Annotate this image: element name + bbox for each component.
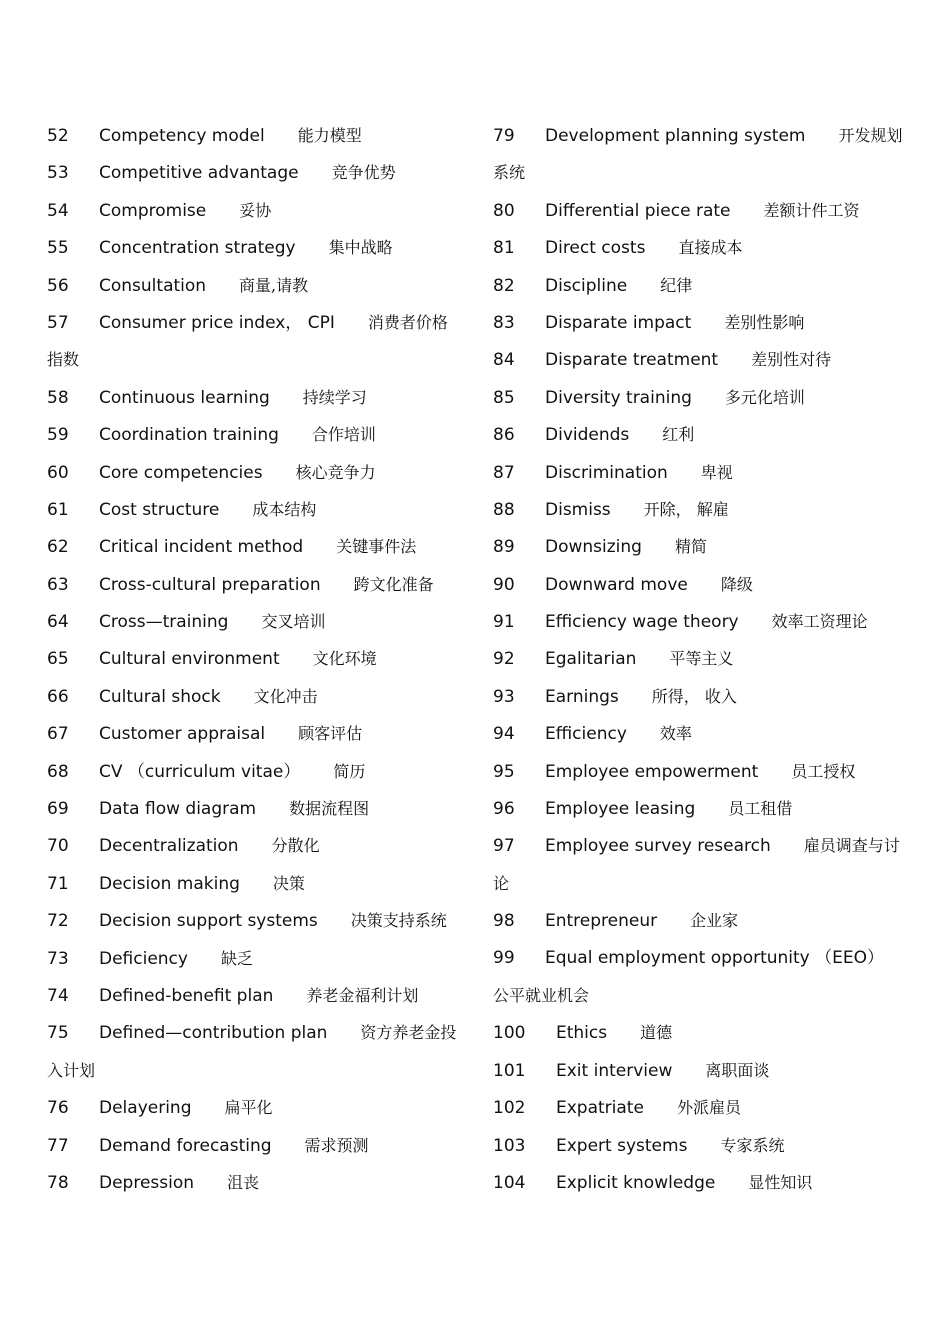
entry-number: 100: [493, 1023, 526, 1044]
entry-english-term: Expatriate: [556, 1098, 644, 1119]
glossary-entry: [47, 267, 467, 304]
entry-english-term: Downward move: [545, 574, 688, 595]
entry-number: 54: [47, 200, 69, 221]
entry-chinese-translation: 需求预测: [304, 1135, 369, 1155]
entry-number: 65: [47, 649, 69, 670]
glossary-entry: [493, 1164, 913, 1201]
glossary-entry: [47, 753, 467, 790]
entry-number: 95: [493, 761, 515, 782]
entry-english-term: Customer appraisal: [99, 724, 266, 745]
entry-chinese-translation: 交叉培训: [261, 612, 326, 632]
entry-chinese-translation: 缺乏: [220, 948, 253, 968]
glossary-entry: [493, 715, 913, 752]
entry-number: 88: [493, 499, 515, 520]
glossary-entry: [47, 603, 467, 640]
entry-number: 67: [47, 724, 69, 745]
glossary-entry: [47, 1127, 467, 1164]
entry-number: 94: [493, 724, 515, 745]
glossary-entry: [47, 790, 467, 827]
entry-chinese-translation: 能力模型: [297, 126, 362, 145]
glossary-entry: [493, 678, 913, 715]
entry-english-term: Exit interview: [556, 1060, 673, 1081]
entry-english-term: Entrepreneur: [545, 911, 658, 932]
glossary-entry: [493, 454, 913, 491]
entry-chinese-translation: 合作培训: [311, 425, 376, 445]
entry-english-term: Direct costs: [545, 238, 646, 259]
entry-chinese-translation: 消费者价格: [367, 312, 448, 332]
entry-chinese-translation: 资方养老金投: [360, 1023, 457, 1043]
entry-chinese-translation: 数据流程图: [289, 799, 370, 819]
entry-number: 74: [47, 985, 69, 1006]
entry-english-term: Consumer price index， CPI: [99, 312, 335, 333]
entry-number: 53: [47, 163, 69, 184]
entry-number: 61: [47, 499, 69, 520]
glossary-entry: [47, 865, 467, 902]
entry-chinese-translation: 显性知识: [748, 1172, 813, 1192]
glossary-continuation-line: [493, 154, 913, 191]
entry-english-term: Cost structure: [99, 499, 220, 520]
entry-chinese-translation: 纪律: [660, 275, 693, 295]
entry-chinese-translation: 决策: [272, 873, 305, 893]
entry-english-term: Delayering: [99, 1098, 192, 1119]
entry-number: 62: [47, 537, 69, 558]
entry-english-term: Data flow diagram: [99, 799, 257, 820]
glossary-entry: [47, 154, 467, 191]
entry-chinese-translation: 开发规划: [838, 126, 903, 145]
continuation-text: 论: [493, 873, 510, 893]
entry-english-term: Earnings: [545, 686, 619, 707]
glossary-entry: [493, 603, 913, 640]
glossary-entry: [47, 117, 467, 154]
entry-number: 64: [47, 612, 69, 633]
entry-english-term: Efficiency: [545, 724, 627, 745]
entry-chinese-translation: 差别性对待: [751, 350, 832, 370]
entry-number: 71: [47, 873, 69, 894]
entry-number: 63: [47, 574, 69, 595]
entry-chinese-translation: 差额计件工资: [763, 200, 860, 220]
entry-chinese-translation: 效率: [659, 724, 692, 744]
glossary-entry: [47, 1089, 467, 1126]
entry-number: 102: [493, 1098, 526, 1119]
entry-number: 81: [493, 238, 515, 259]
entry-number: 85: [493, 387, 515, 408]
entry-chinese-translation: 员工租借: [728, 799, 793, 819]
entry-english-term: Expert systems: [556, 1135, 688, 1156]
entry-chinese-translation: 外派雇员: [676, 1098, 741, 1118]
entry-number: 86: [493, 425, 515, 446]
entry-english-term: Employee empowerment: [545, 761, 759, 782]
entry-chinese-translation: 文化冲击: [253, 686, 318, 706]
entry-english-term: Dividends: [545, 425, 630, 446]
glossary-entry: [47, 977, 467, 1014]
glossary-entry: [493, 192, 913, 229]
glossary-entry: [47, 1014, 467, 1051]
left-column: [47, 117, 467, 1201]
entry-number: 78: [47, 1172, 69, 1193]
entry-number: 70: [47, 836, 69, 857]
entry-number: 101: [493, 1060, 526, 1081]
entry-english-term: Deficiency: [99, 948, 188, 969]
entry-chinese-translation: 商量,请教: [239, 275, 309, 295]
entry-english-term: Cross-cultural preparation: [99, 574, 321, 595]
entry-chinese-translation: 妥协: [239, 200, 272, 220]
entry-number: 59: [47, 425, 69, 446]
glossary-entry: [493, 1014, 913, 1051]
entry-number: 73: [47, 948, 69, 969]
entry-english-term: Cultural shock: [99, 686, 221, 707]
entry-english-term: Cross—training: [99, 612, 229, 633]
entry-number: 96: [493, 799, 515, 820]
entry-chinese-translation: 雇员调查与讨: [803, 836, 900, 856]
entry-number: 87: [493, 462, 515, 483]
glossary-entry: [493, 1127, 913, 1164]
entry-chinese-translation: 分散化: [271, 836, 320, 856]
glossary-entry: [47, 827, 467, 864]
entry-english-term: Compromise: [99, 200, 207, 221]
entry-number: 72: [47, 911, 69, 932]
entry-number: 103: [493, 1135, 526, 1156]
continuation-text: 系统: [493, 163, 526, 183]
entry-english-term: Consultation: [99, 275, 207, 296]
entry-chinese-translation: 顾客评估: [298, 724, 363, 744]
glossary-entry: [47, 379, 467, 416]
entry-chinese-translation: 成本结构: [252, 499, 317, 519]
glossary-entry: [47, 1164, 467, 1201]
continuation-text: 公平就业机会: [493, 985, 590, 1005]
glossary-continuation-line: [47, 341, 467, 378]
glossary-entry: [47, 678, 467, 715]
entry-english-term: Employee leasing: [545, 799, 696, 820]
glossary-entry: [47, 902, 467, 939]
entry-chinese-translation: 跨文化准备: [353, 574, 434, 594]
entry-chinese-translation: 文化环境: [312, 649, 377, 669]
entry-english-term: Demand forecasting: [99, 1135, 272, 1156]
glossary-entry: [493, 753, 913, 790]
entry-english-term: Dismiss: [545, 499, 611, 520]
entry-english-term: Ethics: [556, 1023, 608, 1044]
entry-english-term: Discrimination: [545, 462, 668, 483]
glossary-entry: [47, 715, 467, 752]
glossary-entry: [493, 416, 913, 453]
right-column: [493, 117, 913, 1201]
entry-english-term: CV （curriculum vitae）: [99, 761, 301, 782]
glossary-continuation-line: [47, 1052, 467, 1089]
entry-english-term: Downsizing: [545, 537, 642, 558]
entry-english-term: Explicit knowledge: [556, 1172, 716, 1193]
entry-number: 97: [493, 836, 515, 857]
entry-number: 79: [493, 126, 515, 146]
glossary-continuation-line: [493, 977, 913, 1014]
entry-english-term: Critical incident method: [99, 537, 304, 558]
glossary-entry: [493, 1052, 913, 1089]
glossary-entry: [493, 267, 913, 304]
glossary-entry: [493, 902, 913, 939]
entry-chinese-translation: 卑视: [700, 462, 733, 482]
entry-chinese-translation: 简历: [333, 761, 366, 781]
entry-chinese-translation: 红利: [662, 425, 695, 445]
entry-english-term: Defined-benefit plan: [99, 985, 274, 1006]
glossary-entry: [493, 379, 913, 416]
entry-english-term: Defined—contribution plan: [99, 1023, 328, 1044]
entry-chinese-translation: 竞争优势: [331, 163, 396, 183]
continuation-text: 指数: [47, 350, 80, 370]
entry-english-term: Egalitarian: [545, 649, 637, 670]
entry-chinese-translation: 扁平化: [224, 1098, 273, 1118]
entry-english-term: Cultural environment: [99, 649, 280, 670]
entry-chinese-translation: 持续学习: [302, 387, 367, 407]
entry-number: 84: [493, 350, 515, 371]
entry-english-term: Competency model: [99, 126, 265, 146]
entry-number: 76: [47, 1098, 69, 1119]
entry-number: 60: [47, 462, 69, 483]
entry-number: 104: [493, 1172, 526, 1193]
entry-chinese-translation: 离职面谈: [705, 1060, 770, 1080]
glossary-entry: [47, 566, 467, 603]
entry-english-term: Concentration strategy: [99, 238, 296, 259]
glossary-entry: [493, 640, 913, 677]
entry-number: 92: [493, 649, 515, 670]
entry-english-term: Employee survey research: [545, 836, 771, 857]
entry-chinese-translation: 关键事件法: [336, 537, 417, 557]
glossary-continuation-line: [493, 865, 913, 902]
entry-chinese-translation: 员工授权: [791, 761, 856, 781]
entry-chinese-translation: 精简: [674, 537, 707, 557]
entry-chinese-translation: 降级: [720, 574, 753, 594]
glossary-entry: [493, 1089, 913, 1126]
entry-english-term: Development planning system: [545, 126, 806, 146]
glossary-entry: [47, 640, 467, 677]
entry-number: 56: [47, 275, 69, 296]
entry-english-term: Competitive advantage: [99, 163, 299, 184]
entry-number: 69: [47, 799, 69, 820]
entry-number: 66: [47, 686, 69, 707]
entry-chinese-translation: 多元化培训: [724, 387, 805, 407]
entry-number: 90: [493, 574, 515, 595]
entry-english-term: Disparate treatment: [545, 350, 719, 371]
glossary-entry: [47, 491, 467, 528]
glossary-entry: [47, 192, 467, 229]
entry-english-term: Disparate impact: [545, 312, 692, 333]
entry-chinese-translation: 开除， 解雇: [643, 499, 729, 519]
entry-chinese-translation: 核心竞争力: [295, 462, 376, 482]
entry-english-term: Coordination training: [99, 425, 279, 446]
entry-chinese-translation: 沮丧: [227, 1172, 260, 1192]
entry-english-term: Differential piece rate: [545, 200, 731, 221]
entry-number: 77: [47, 1135, 69, 1156]
glossary-entry: [47, 416, 467, 453]
glossary-entry: [493, 827, 913, 864]
entry-english-term: Depression: [99, 1172, 195, 1193]
glossary-entry: [493, 229, 913, 266]
entry-number: 68: [47, 761, 69, 782]
entry-number: 57: [47, 312, 69, 333]
entry-number: 93: [493, 686, 515, 707]
entry-english-term: Continuous learning: [99, 387, 270, 408]
glossary-entry: [47, 454, 467, 491]
entry-number: 89: [493, 537, 515, 558]
entry-chinese-translation: 平等主义: [669, 649, 734, 669]
entry-chinese-translation: 企业家: [690, 911, 739, 931]
entry-number: 80: [493, 200, 515, 221]
glossary-entry: [47, 940, 467, 977]
glossary-entry: [493, 566, 913, 603]
continuation-text: 入计划: [47, 1060, 96, 1080]
entry-number: 91: [493, 612, 515, 633]
entry-english-term: Core competencies: [99, 462, 263, 483]
entry-number: 83: [493, 312, 515, 333]
glossary-entry: [493, 341, 913, 378]
entry-chinese-translation: 专家系统: [720, 1135, 785, 1155]
entry-chinese-translation: 所得， 收入: [651, 686, 737, 706]
entry-number: 58: [47, 387, 69, 408]
entry-english-term: Diversity training: [545, 387, 692, 408]
entry-number: 99: [493, 947, 515, 968]
glossary-entry: [493, 491, 913, 528]
entry-english-term: Decision making: [99, 873, 240, 894]
glossary-entry: [47, 229, 467, 266]
entry-number: 55: [47, 238, 69, 259]
entry-chinese-translation: 差别性影响: [724, 312, 805, 332]
glossary-entry: [47, 528, 467, 565]
entry-english-term: Efficiency wage theory: [545, 612, 739, 633]
entry-english-term: Discipline: [545, 275, 628, 296]
entry-number: 75: [47, 1023, 69, 1044]
glossary-entry: [493, 304, 913, 341]
glossary-entry: [47, 304, 467, 341]
glossary-entry: [493, 790, 913, 827]
entry-chinese-translation: 决策支持系统: [350, 911, 447, 931]
glossary-entry: [493, 117, 913, 154]
entry-english-term: Decentralization: [99, 836, 239, 857]
entry-number: 98: [493, 911, 515, 932]
glossary-entry: [493, 940, 913, 977]
entry-english-term: Decision support systems: [99, 911, 318, 932]
entry-chinese-translation: 效率工资理论: [771, 612, 868, 632]
entry-chinese-translation: 道德: [640, 1023, 673, 1043]
entry-number: 82: [493, 275, 515, 296]
entry-number: 52: [47, 126, 69, 146]
entry-english-term: Equal employment opportunity （EEO）: [545, 947, 885, 968]
glossary-entry: [493, 528, 913, 565]
entry-chinese-translation: 直接成本: [678, 238, 743, 258]
entry-chinese-translation: 养老金福利计划: [306, 985, 419, 1005]
entry-chinese-translation: 集中战略: [328, 238, 393, 258]
